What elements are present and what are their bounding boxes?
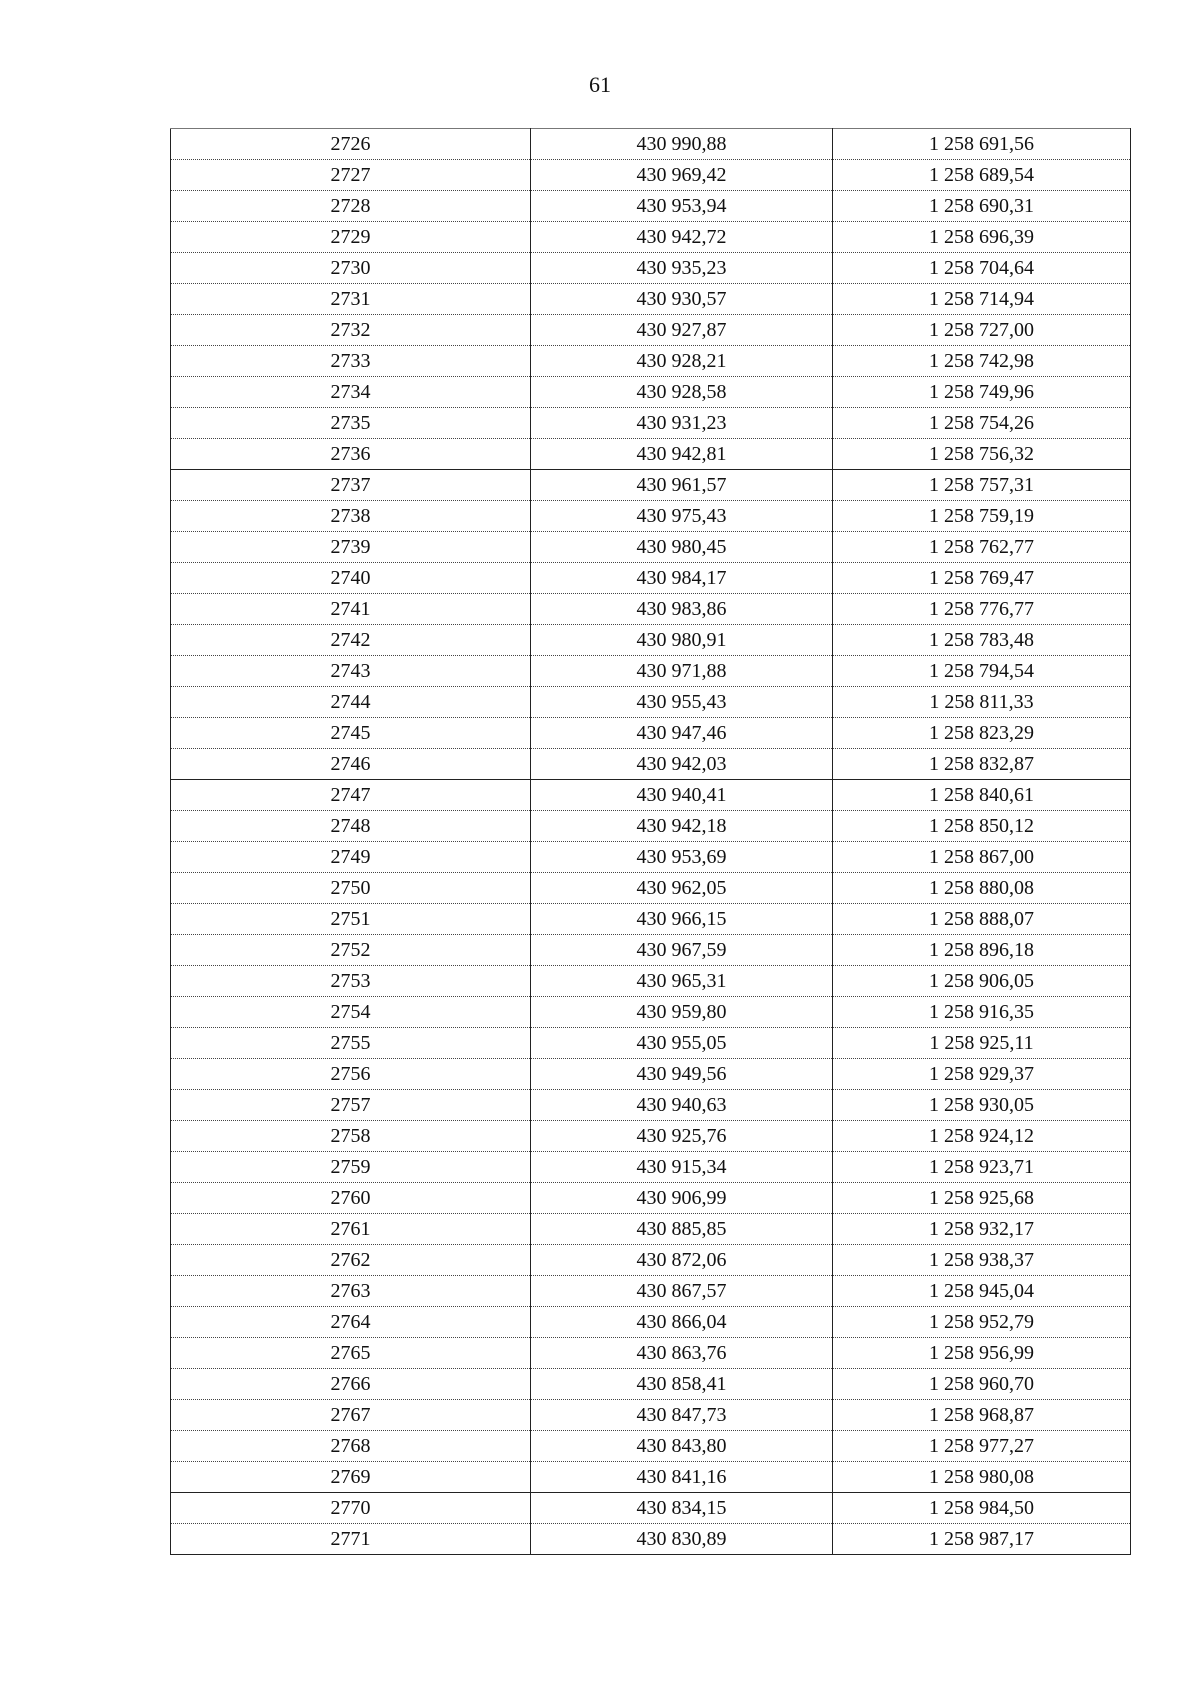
table-row [171,904,1131,935]
y-coordinate-cell: 1 258 754,26 [833,408,1131,439]
y-coordinate-cell: 1 258 924,12 [833,1121,1131,1152]
y-coordinate-cell: 1 258 696,39 [833,222,1131,253]
x-coordinate-cell: 430 915,34 [531,1152,833,1183]
y-coordinate-cell: 1 258 794,54 [833,656,1131,687]
coordinates-table-body [171,129,1131,1555]
y-coordinate-cell: 1 258 960,70 [833,1369,1131,1400]
y-coordinate-cell: 1 258 769,47 [833,563,1131,594]
y-coordinate-cell: 1 258 916,35 [833,997,1131,1028]
point-number-cell: 2770 [171,1493,531,1524]
table-row [171,811,1131,842]
table-row [171,1369,1131,1400]
table-row [171,1059,1131,1090]
table-row [171,1028,1131,1059]
y-coordinate-cell: 1 258 762,77 [833,532,1131,563]
point-number-cell: 2758 [171,1121,531,1152]
point-number-cell: 2738 [171,501,531,532]
x-coordinate-cell: 430 955,43 [531,687,833,718]
x-coordinate-cell: 430 955,05 [531,1028,833,1059]
coordinates-table [170,128,1131,1555]
point-number-cell: 2742 [171,625,531,656]
point-number-cell: 2731 [171,284,531,315]
y-coordinate-cell: 1 258 977,27 [833,1431,1131,1462]
x-coordinate-cell: 430 961,57 [531,470,833,501]
point-number-cell: 2753 [171,966,531,997]
x-coordinate-cell: 430 984,17 [531,563,833,594]
y-coordinate-cell: 1 258 880,08 [833,873,1131,904]
point-number-cell: 2743 [171,656,531,687]
y-coordinate-cell: 1 258 776,77 [833,594,1131,625]
x-coordinate-cell: 430 866,04 [531,1307,833,1338]
table-row [171,749,1131,780]
table-row [171,1152,1131,1183]
y-coordinate-cell: 1 258 811,33 [833,687,1131,718]
point-number-cell: 2734 [171,377,531,408]
x-coordinate-cell: 430 969,42 [531,160,833,191]
x-coordinate-cell: 430 962,05 [531,873,833,904]
y-coordinate-cell: 1 258 925,68 [833,1183,1131,1214]
table-row [171,1338,1131,1369]
table-row [171,1493,1131,1524]
table-row [171,1245,1131,1276]
table-row [171,222,1131,253]
x-coordinate-cell: 430 930,57 [531,284,833,315]
table-row [171,656,1131,687]
table-row [171,687,1131,718]
y-coordinate-cell: 1 258 923,71 [833,1152,1131,1183]
table-row [171,842,1131,873]
table-row [171,408,1131,439]
table-row [171,191,1131,222]
point-number-cell: 2761 [171,1214,531,1245]
x-coordinate-cell: 430 843,80 [531,1431,833,1462]
point-number-cell: 2751 [171,904,531,935]
x-coordinate-cell: 430 942,81 [531,439,833,470]
point-number-cell: 2749 [171,842,531,873]
x-coordinate-cell: 430 971,88 [531,656,833,687]
table-row [171,966,1131,997]
table-row [171,1121,1131,1152]
point-number-cell: 2762 [171,1245,531,1276]
point-number-cell: 2756 [171,1059,531,1090]
x-coordinate-cell: 430 980,91 [531,625,833,656]
point-number-cell: 2729 [171,222,531,253]
y-coordinate-cell: 1 258 691,56 [833,129,1131,160]
table-row [171,129,1131,160]
y-coordinate-cell: 1 258 714,94 [833,284,1131,315]
x-coordinate-cell: 430 867,57 [531,1276,833,1307]
y-coordinate-cell: 1 258 867,00 [833,842,1131,873]
point-number-cell: 2727 [171,160,531,191]
x-coordinate-cell: 430 975,43 [531,501,833,532]
y-coordinate-cell: 1 258 896,18 [833,935,1131,966]
x-coordinate-cell: 430 834,15 [531,1493,833,1524]
point-number-cell: 2745 [171,718,531,749]
point-number-cell: 2730 [171,253,531,284]
point-number-cell: 2746 [171,749,531,780]
y-coordinate-cell: 1 258 938,37 [833,1245,1131,1276]
point-number-cell: 2768 [171,1431,531,1462]
table-row [171,1183,1131,1214]
point-number-cell: 2732 [171,315,531,346]
y-coordinate-cell: 1 258 783,48 [833,625,1131,656]
point-number-cell: 2755 [171,1028,531,1059]
x-coordinate-cell: 430 858,41 [531,1369,833,1400]
table-row [171,594,1131,625]
y-coordinate-cell: 1 258 690,31 [833,191,1131,222]
table-row [171,563,1131,594]
y-coordinate-cell: 1 258 956,99 [833,1338,1131,1369]
point-number-cell: 2767 [171,1400,531,1431]
x-coordinate-cell: 430 980,45 [531,532,833,563]
y-coordinate-cell: 1 258 952,79 [833,1307,1131,1338]
table-row [171,346,1131,377]
y-coordinate-cell: 1 258 987,17 [833,1524,1131,1555]
x-coordinate-cell: 430 990,88 [531,129,833,160]
x-coordinate-cell: 430 959,80 [531,997,833,1028]
y-coordinate-cell: 1 258 840,61 [833,780,1131,811]
y-coordinate-cell: 1 258 823,29 [833,718,1131,749]
x-coordinate-cell: 430 872,06 [531,1245,833,1276]
x-coordinate-cell: 430 885,85 [531,1214,833,1245]
y-coordinate-cell: 1 258 945,04 [833,1276,1131,1307]
point-number-cell: 2740 [171,563,531,594]
page-number: 61 [589,72,611,97]
point-number-cell: 2747 [171,780,531,811]
y-coordinate-cell: 1 258 742,98 [833,346,1131,377]
table-row [171,1431,1131,1462]
point-number-cell: 2766 [171,1369,531,1400]
point-number-cell: 2763 [171,1276,531,1307]
x-coordinate-cell: 430 953,69 [531,842,833,873]
table-row [171,1462,1131,1493]
point-number-cell: 2735 [171,408,531,439]
table-row [171,315,1131,346]
y-coordinate-cell: 1 258 980,08 [833,1462,1131,1493]
x-coordinate-cell: 430 967,59 [531,935,833,966]
point-number-cell: 2771 [171,1524,531,1555]
x-coordinate-cell: 430 966,15 [531,904,833,935]
x-coordinate-cell: 430 830,89 [531,1524,833,1555]
table-row [171,1090,1131,1121]
point-number-cell: 2728 [171,191,531,222]
table-row [171,997,1131,1028]
point-number-cell: 2739 [171,532,531,563]
point-number-cell: 2765 [171,1338,531,1369]
point-number-cell: 2737 [171,470,531,501]
table-row [171,377,1131,408]
x-coordinate-cell: 430 925,76 [531,1121,833,1152]
point-number-cell: 2760 [171,1183,531,1214]
y-coordinate-cell: 1 258 749,96 [833,377,1131,408]
y-coordinate-cell: 1 258 727,00 [833,315,1131,346]
x-coordinate-cell: 430 942,18 [531,811,833,842]
y-coordinate-cell: 1 258 850,12 [833,811,1131,842]
point-number-cell: 2754 [171,997,531,1028]
y-coordinate-cell: 1 258 984,50 [833,1493,1131,1524]
point-number-cell: 2741 [171,594,531,625]
point-number-cell: 2733 [171,346,531,377]
x-coordinate-cell: 430 847,73 [531,1400,833,1431]
x-coordinate-cell: 430 931,23 [531,408,833,439]
point-number-cell: 2750 [171,873,531,904]
table-row [171,470,1131,501]
x-coordinate-cell: 430 935,23 [531,253,833,284]
x-coordinate-cell: 430 863,76 [531,1338,833,1369]
x-coordinate-cell: 430 953,94 [531,191,833,222]
x-coordinate-cell: 430 947,46 [531,718,833,749]
table-row [171,1524,1131,1555]
y-coordinate-cell: 1 258 930,05 [833,1090,1131,1121]
point-number-cell: 2759 [171,1152,531,1183]
x-coordinate-cell: 430 928,58 [531,377,833,408]
table-row [171,1214,1131,1245]
x-coordinate-cell: 430 965,31 [531,966,833,997]
table-row [171,501,1131,532]
point-number-cell: 2744 [171,687,531,718]
x-coordinate-cell: 430 942,03 [531,749,833,780]
x-coordinate-cell: 430 927,87 [531,315,833,346]
table-row [171,439,1131,470]
y-coordinate-cell: 1 258 704,64 [833,253,1131,284]
x-coordinate-cell: 430 942,72 [531,222,833,253]
table-row [171,532,1131,563]
table-row [171,780,1131,811]
x-coordinate-cell: 430 940,41 [531,780,833,811]
point-number-cell: 2736 [171,439,531,470]
y-coordinate-cell: 1 258 925,11 [833,1028,1131,1059]
point-number-cell: 2748 [171,811,531,842]
y-coordinate-cell: 1 258 932,17 [833,1214,1131,1245]
point-number-cell: 2752 [171,935,531,966]
x-coordinate-cell: 430 841,16 [531,1462,833,1493]
y-coordinate-cell: 1 258 759,19 [833,501,1131,532]
table-row [171,1307,1131,1338]
point-number-cell: 2726 [171,129,531,160]
y-coordinate-cell: 1 258 888,07 [833,904,1131,935]
table-row [171,284,1131,315]
y-coordinate-cell: 1 258 757,31 [833,470,1131,501]
x-coordinate-cell: 430 906,99 [531,1183,833,1214]
table-row [171,873,1131,904]
x-coordinate-cell: 430 983,86 [531,594,833,625]
y-coordinate-cell: 1 258 756,32 [833,439,1131,470]
table-row [171,1400,1131,1431]
table-row [171,718,1131,749]
table-row [171,253,1131,284]
y-coordinate-cell: 1 258 906,05 [833,966,1131,997]
table-row [171,625,1131,656]
y-coordinate-cell: 1 258 832,87 [833,749,1131,780]
x-coordinate-cell: 430 940,63 [531,1090,833,1121]
point-number-cell: 2769 [171,1462,531,1493]
table-row [171,160,1131,191]
y-coordinate-cell: 1 258 929,37 [833,1059,1131,1090]
x-coordinate-cell: 430 928,21 [531,346,833,377]
point-number-cell: 2757 [171,1090,531,1121]
table-row [171,1276,1131,1307]
y-coordinate-cell: 1 258 968,87 [833,1400,1131,1431]
y-coordinate-cell: 1 258 689,54 [833,160,1131,191]
table-row [171,935,1131,966]
point-number-cell: 2764 [171,1307,531,1338]
x-coordinate-cell: 430 949,56 [531,1059,833,1090]
